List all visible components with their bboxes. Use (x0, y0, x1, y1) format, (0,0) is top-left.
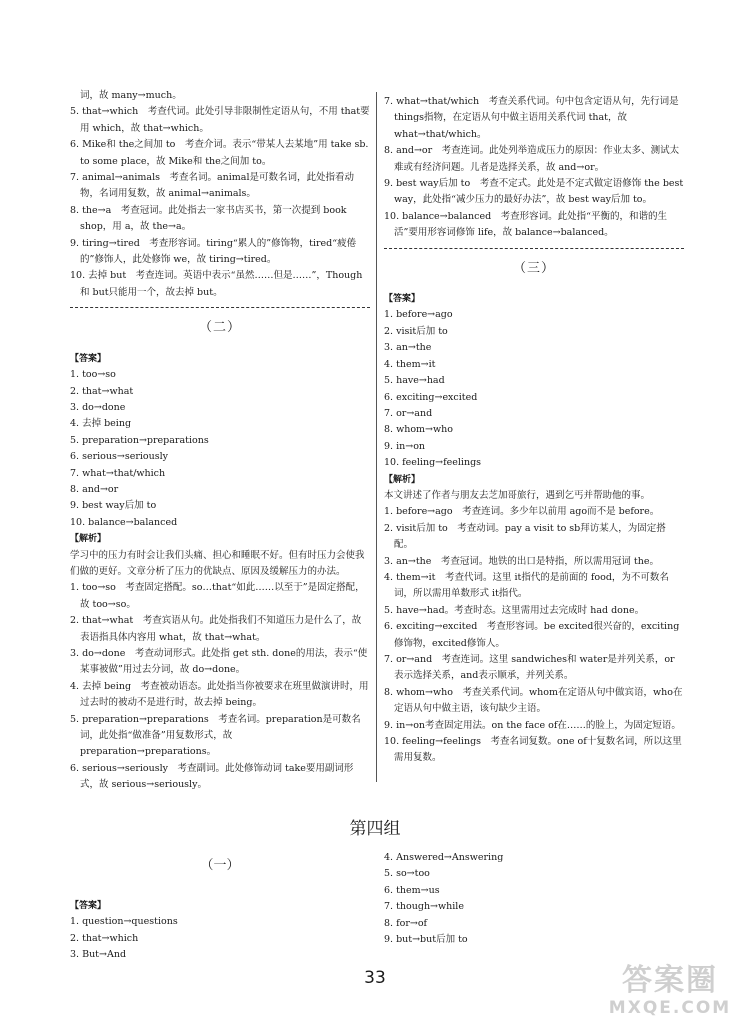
text-line: 2. that→which (70, 932, 139, 944)
text-line: 9. in→on (384, 440, 426, 452)
text-line: 1. too→so (70, 369, 116, 381)
text-line: 3. But→And (70, 949, 127, 961)
dashed-divider (384, 248, 684, 249)
explanation-item: 4. 去掉 being 考查被动语态。此处指当你被要求在班里做演讲时，用过去时的被动不是进行时，故去掉 being。 (70, 680, 369, 709)
label-heading: 【答案】 (70, 901, 107, 911)
text-line: 7. what→that/which (70, 467, 166, 479)
explanation-item: 2. that→what 考查宾语从句。此处指我们不知道压力是什么了，故表语指具体内容用 what，故 that→what。 (70, 615, 362, 643)
watermark-logo (600, 964, 740, 1020)
group-title: 第四组 (349, 819, 401, 839)
explanation-item: 10. 去掉 but 考查连词。英语中表示“虽然……但是……”，Though和 but只能用一个，故去掉 but。 (70, 270, 363, 298)
text-line: 5. so→too (384, 868, 430, 880)
explanation-item: 9. in→on考查固定用法。on the face of在……的脸上，为固定短语。 (384, 719, 681, 731)
right-column (384, 94, 684, 767)
label-heading: 【答案】 (70, 353, 107, 364)
explanation-item: 8. and→or 考查连词。此处列举造成压力的原因：作业太多、测试太难或有经济问题。儿者是选择关系，故 and→or。 (384, 145, 680, 173)
text-line: 学习中的压力有时会让我们头痛、担心和睡眠不好。但有时压力会使我们做的更好。文章分析了压力的优缺点、原因及缓解压力的办法。 (70, 549, 365, 577)
text-line: 10. balance→balanced (70, 516, 178, 528)
text-line: 2. that→what (70, 385, 134, 397)
text-line: 3. do→done (70, 401, 126, 413)
watermark-bottom-text: MXQE.COM (608, 998, 732, 1018)
text-line: 8. whom→who (384, 424, 453, 436)
explanation-item: 7. animal→animals 考查名词。animal是可数名词，此处指看动物，名词用复数，故 animal→animals。 (70, 172, 355, 200)
label-heading: 【答案】 (384, 294, 421, 305)
explanation-item: 1. before→ago 考查连词。多少年以前用 ago而不是 before。 (384, 506, 660, 518)
explanation-item: 8. the→a 考查冠词。此处指去一家书店买书，第一次提到 book shop，用 a，故 the→a。 (70, 204, 347, 233)
watermark-top-text: 答案圈 (622, 963, 718, 998)
label-heading: 【解析】 (384, 474, 421, 485)
explanation-item: 5. preparation→preparations 考查名词。preparation是可数名词，此处指“做准备”用复数形式，故 preparation→preparations。 (70, 713, 361, 758)
text-line: 本文讲述了作者与朋友去芝加哥旅行，遇到乞丐并帮助他的事。 (384, 489, 651, 501)
explanation-item: 5. that→which 考查代词。此处引导非限制性定语从句，不用 that要用 which，故 that→which。 (70, 106, 370, 134)
explanation-item: 7. what→that/which 考查关系代词。句中包含定语从句，先行词是 things指物，在定语从句中做主语用关系代词 that，故 what→that/which。 (384, 96, 679, 140)
text-line: 7. or→and (384, 407, 433, 419)
explanation-item: 6. Mike和 the之间加 to 考查介词。表示“带某人去某地”用 take sb. to some place，故 Mike和 the之间加 to。 (70, 139, 369, 167)
text-line: 词，故 many→much。 (80, 90, 182, 101)
dashed-divider (70, 307, 370, 308)
group4-right-column (384, 850, 684, 948)
text-line: 1. question→questions (70, 916, 178, 928)
explanation-item: 5. have→had。考查时态。这里需用过去完成时 had done。 (384, 604, 645, 616)
group4-section-title: （一） (200, 858, 240, 873)
text-line: 8. for→of (384, 917, 428, 929)
group4-left-column (70, 898, 370, 964)
explanation-item: 8. whom→who 考查关系代词。whom在定语从句中做宾语，who在定语从句中做主语，该句缺少主语。 (384, 686, 683, 715)
explanation-item: 6. exciting→excited 考查形容词。be excited很兴奋的，exciting修饰物，excited修饰人。 (384, 621, 680, 649)
page-number: 33 (364, 968, 386, 988)
explanation-item: 10. feeling→feelings 考查名词复数。one of十复数名词，所以这里需用复数。 (384, 736, 682, 764)
explanation-item: 3. an→the 考查冠词。地铁的出口是特指，所以需用冠词 the。 (384, 555, 659, 567)
text-line: 1. before→ago (384, 309, 453, 321)
explanation-item: 1. too→so 考查固定搭配。so…that“如此……以至于”是固定搭配，故 too→so。 (70, 582, 365, 610)
section-title: （三） (512, 260, 555, 276)
text-line: 8. and→or (70, 483, 119, 495)
explanation-item: 9. best way后加 to 考查不定式。此处是不定式做定语修饰 the best way，此处指“减少压力的最好办法”，故 best way后加 to。 (384, 178, 684, 206)
text-line: 9. but→but后加 to (384, 934, 468, 946)
column-divider (376, 92, 377, 782)
text-line: 9. best way后加 to (70, 500, 157, 512)
text-line: 5. have→had (384, 375, 445, 387)
text-line: 5. preparation→preparations (70, 434, 209, 446)
explanation-item: 7. or→and 考查连词。这里 sandwiches和 water是并列关系，or表示选择关系，and表示顺承，并列关系。 (384, 654, 675, 682)
label-heading: 【解析】 (70, 534, 107, 545)
text-line: 10. feeling→feelings (384, 457, 482, 469)
explanation-item: 2. visit后加 to 考查动词。pay a visit to sb拜访某人，为固定搭配。 (384, 522, 666, 551)
explanation-item: 9. tiring→tired 考查形容词。tiring“累人的”修饰物，tired“疲倦的”修饰人，此处修饰 we，故 tiring→tired。 (70, 237, 357, 266)
section-title: （二） (198, 320, 241, 336)
explanation-item: 10. balance→balanced 考查形容词。此处指“平衡的，和谐的生活”要用形容词修饰 life，故 balance→balanced。 (384, 210, 668, 239)
explanation-item: 6. serious→seriously 考查副词。此处修饰动词 take要用副词形式，故 serious→seriously。 (70, 762, 354, 791)
explanation-item: 3. do→done 考查动词形式。此处指 get sth. done的用法，表示“使某事被做”用过去分词，故 do→done。 (70, 648, 368, 676)
text-line: 6. exciting→excited (384, 391, 478, 403)
text-line: 6. serious→seriously (70, 451, 169, 463)
text-line: 2. visit后加 to (384, 325, 448, 337)
text-line: 4. them→it (384, 358, 436, 370)
text-line: 4. 去掉 being (70, 418, 132, 430)
text-line: 7. though→while (384, 901, 464, 913)
text-line: 3. an→the (384, 342, 432, 354)
text-line: 4. Answered→Answering (384, 852, 504, 863)
text-line: 6. them→us (384, 884, 440, 896)
explanation-item: 4. them→it 考查代词。这里 it指代的是前面的 food，为不可数名词，所以需用单数形式 it指代。 (384, 571, 669, 600)
left-column (70, 88, 370, 794)
